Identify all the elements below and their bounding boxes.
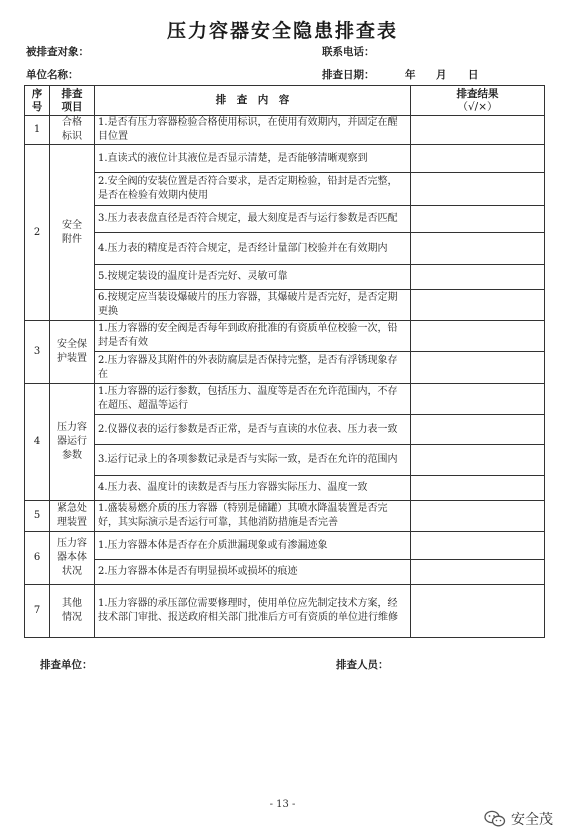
brand-watermark bbox=[484, 809, 553, 829]
check-unit-label: 排查单位： bbox=[40, 659, 93, 671]
result-cell[interactable] bbox=[411, 445, 545, 476]
page-title: 压力容器安全隐患排查表 bbox=[166, 20, 398, 42]
check-category: 安全保 护装置 bbox=[50, 321, 95, 384]
check-item: 3.压力表表盘直径是否符合规定，最大刻度是否与运行参数是否匹配 bbox=[95, 206, 411, 233]
contact-label: 联系电话： bbox=[322, 46, 375, 58]
date-year: 年 bbox=[405, 69, 416, 81]
header-no: 序 号 bbox=[25, 86, 50, 116]
result-cell[interactable] bbox=[411, 116, 545, 145]
inspection-table bbox=[24, 85, 545, 638]
result-cell[interactable] bbox=[411, 206, 545, 233]
result-cell[interactable] bbox=[411, 585, 545, 638]
check-category: 压力容 器本体 状况 bbox=[50, 532, 95, 585]
brand-name: 安全茂 bbox=[511, 812, 553, 828]
check-item: 6.按规定应当装设爆破片的压力容器，其爆破片是否完好，是否定期更换 bbox=[95, 290, 411, 321]
check-date-label: 排查日期： bbox=[322, 69, 375, 81]
header-result: 排查结果 （√/×） bbox=[411, 86, 545, 116]
row-number: 5 bbox=[25, 501, 50, 532]
table-row bbox=[25, 206, 545, 233]
check-item: 4.压力表、温度计的读数是否与压力容器实际压力、温度一致 bbox=[95, 476, 411, 501]
row-number: 1 bbox=[25, 116, 50, 145]
table-row bbox=[25, 476, 545, 501]
row-number: 4 bbox=[25, 384, 50, 501]
row-number: 2 bbox=[25, 145, 50, 321]
check-item: 2.压力容器及其附件的外表防腐层是否保持完整，是否有浮锈现象存在 bbox=[95, 352, 411, 384]
table-row bbox=[25, 233, 545, 265]
row-number: 3 bbox=[25, 321, 50, 384]
result-cell[interactable] bbox=[411, 321, 545, 352]
check-category: 其他 情况 bbox=[50, 585, 95, 638]
check-item: 3.运行记录上的各项参数记录是否与实际一致，是否在允许的范围内 bbox=[95, 445, 411, 476]
result-cell[interactable] bbox=[411, 501, 545, 532]
result-cell[interactable] bbox=[411, 352, 545, 384]
check-item: 2.仪器仪表的运行参数是否正常，是否与直读的水位表、压力表一致 bbox=[95, 415, 411, 445]
result-cell[interactable] bbox=[411, 384, 545, 415]
table-row bbox=[25, 265, 545, 290]
result-cell[interactable] bbox=[411, 173, 545, 206]
result-cell[interactable] bbox=[411, 265, 545, 290]
table-row bbox=[25, 173, 545, 206]
result-cell[interactable] bbox=[411, 290, 545, 321]
result-cell[interactable] bbox=[411, 532, 545, 560]
table-row bbox=[25, 290, 545, 321]
table-row bbox=[25, 352, 545, 384]
table-row bbox=[25, 415, 545, 445]
header-category: 排查 项目 bbox=[50, 86, 95, 116]
header-content: 排 查 内 容 bbox=[95, 86, 411, 116]
table-row bbox=[25, 116, 545, 145]
result-cell[interactable] bbox=[411, 415, 545, 445]
check-item: 1.压力容器的运行参数，包括压力、温度等是否在允许范围内，不存在超压、超温等运行 bbox=[95, 384, 411, 415]
table-header-row bbox=[25, 86, 545, 116]
result-cell[interactable] bbox=[411, 233, 545, 265]
table-row bbox=[25, 384, 545, 415]
table-row bbox=[25, 445, 545, 476]
check-item: 2.压力容器本体是否有明显损坏或损坏的痕迹 bbox=[95, 560, 411, 585]
wechat-icon bbox=[484, 810, 506, 828]
row-number: 6 bbox=[25, 532, 50, 585]
table-row bbox=[25, 501, 545, 532]
table-row bbox=[25, 145, 545, 173]
target-label: 被排查对象： bbox=[26, 46, 89, 58]
check-item: 1.直读式的液位计其液位是否显示清楚，是否能够清晰观察到 bbox=[95, 145, 411, 173]
result-cell[interactable] bbox=[411, 145, 545, 173]
check-category: 紧急处 理装置 bbox=[50, 501, 95, 532]
page-number: - 13 - bbox=[269, 799, 296, 810]
date-month: 月 bbox=[436, 69, 447, 81]
check-person-label: 排查人员： bbox=[336, 659, 389, 671]
check-item: 5.按规定装设的温度计是否完好、灵敏可靠 bbox=[95, 265, 411, 290]
unit-name-label: 单位名称： bbox=[26, 69, 79, 81]
check-category: 合格 标识 bbox=[50, 116, 95, 145]
table-row bbox=[25, 321, 545, 352]
check-item: 2.安全阀的安装位置是否符合要求，是否定期检验，铅封是否完整，是否在检验有效期内使用 bbox=[95, 173, 411, 206]
table-row bbox=[25, 532, 545, 560]
row-number: 7 bbox=[25, 585, 50, 638]
check-item: 4.压力表的精度是否符合规定，是否经计量部门校验并在有效期内 bbox=[95, 233, 411, 265]
check-category: 压力容 器运行 参数 bbox=[50, 384, 95, 501]
check-item: 1.压力容器的承压部位需要修理时，使用单位应先制定技术方案，经技术部门审批、报送政府相关部门批准后方可有资质的单位进行维修 bbox=[95, 585, 411, 638]
result-cell[interactable] bbox=[411, 476, 545, 501]
check-item: 1.压力容器的安全阀是否每年到政府批准的有资质单位校验一次，铅封是否有效 bbox=[95, 321, 411, 352]
check-item: 1.盛装易燃介质的压力容器（特别是储罐）其喷水降温装置是否完好，其实际演示是否运行可靠，其他消防措施是否完善 bbox=[95, 501, 411, 532]
check-item: 1.是否有压力容器检验合格使用标识，在使用有效期内，并固定在醒目位置 bbox=[95, 116, 411, 145]
check-category: 安全 附件 bbox=[50, 145, 95, 321]
table-row bbox=[25, 585, 545, 638]
result-cell[interactable] bbox=[411, 560, 545, 585]
check-item: 1.压力容器本体是否存在介质泄漏现象或有渗漏迹象 bbox=[95, 532, 411, 560]
date-day: 日 bbox=[468, 69, 479, 81]
table-row bbox=[25, 560, 545, 585]
